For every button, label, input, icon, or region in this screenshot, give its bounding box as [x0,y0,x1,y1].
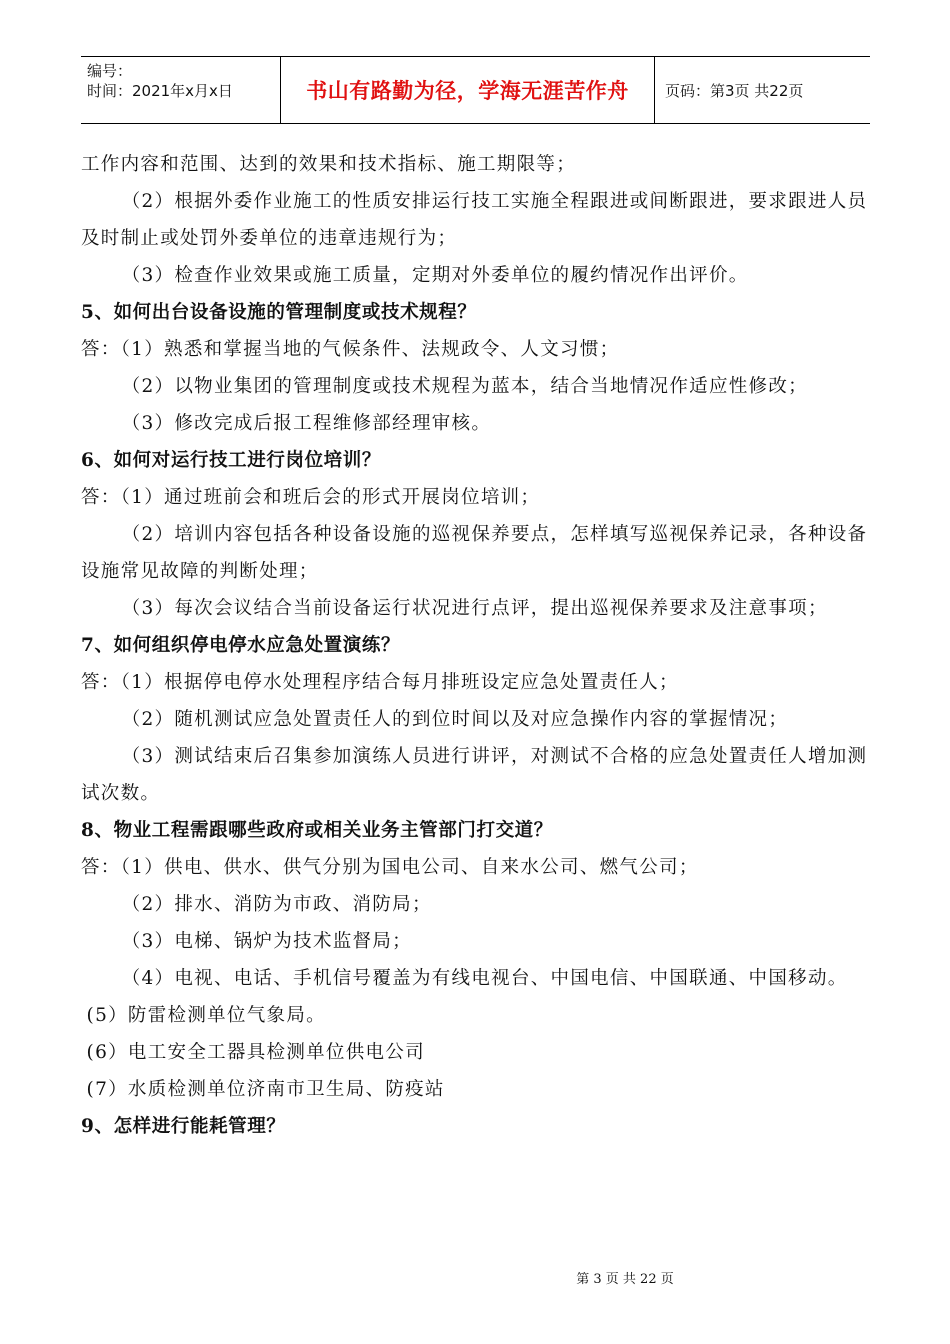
paragraph: （3）电梯、锅炉为技术监督局； [121,931,412,952]
page-footer: 第 3 页 共 22 页 [576,1272,674,1287]
paragraph: （2）排水、消防为市政、消防局； [121,894,432,915]
paragraph: （2）随机测试应急处置责任人的到位时间以及对应急操作内容的掌握情况； [121,709,789,730]
answer-paragraph: 答：（1）通过班前会和班后会的形式开展岗位培训； [81,487,541,508]
question-heading: 6、如何对运行技工进行岗位培训？ [81,450,381,471]
answer-paragraph: 答：（1）熟悉和掌握当地的气候条件、法规政令、人文习惯； [81,339,620,360]
paragraph: 工作内容和范围、达到的效果和技术指标、施工期限等； [81,154,577,175]
document-body [81,146,870,1145]
paragraph: （3）每次会议结合当前设备运行状况进行点评，提出巡视保养要求及注意事项； [121,598,828,619]
paragraph: （3）检查作业效果或施工质量，定期对外委单位的履约情况作出评价。 [121,265,749,286]
question-heading: 9、怎样进行能耗管理？ [81,1116,286,1137]
paragraph: （2）根据外委作业施工的性质安排运行技工实施全程跟进或间断跟进，要求跟进人员及时制止或处罚外委单位的违章违规行为； [81,191,868,249]
paragraph: （3）测试结束后召集参加演练人员进行讲评，对测试不合格的应急处置责任人增加测试次数。 [81,746,868,804]
paragraph: (7）水质检测单位济南市卫生局、防疫站 [86,1079,445,1100]
header-motto: 书山有路勤为径，学海无涯苦作舟 [281,57,655,123]
paragraph: (5）防雷检测单位气象局。 [86,1005,326,1026]
paragraph: (6）电工安全工器具检测单位供电公司 [86,1042,425,1063]
header-meta [81,57,281,123]
paragraph: （4）电视、电话、手机信号覆盖为有线电视台、中国电信、中国联通、中国移动。 [121,968,848,989]
doc-time: 时间：2021年x月x日 [87,82,233,100]
answer-paragraph: 答：（1）供电、供水、供气分别为国电公司、自来水公司、燃气公司； [81,857,699,878]
answer-paragraph: 答：（1）根据停电停水处理程序结合每月排班设定应急处置责任人； [81,672,679,693]
question-heading: 5、如何出台设备设施的管理制度或技术规程？ [81,302,477,323]
page-header [81,56,870,124]
paragraph: （3）修改完成后报工程维修部经理审核。 [121,413,492,434]
question-heading: 7、如何组织停电停水应急处置演练？ [81,635,401,656]
paragraph: （2）培训内容包括各种设备设施的巡视保养要点，怎样填写巡视保养记录，各种设备设施常见故障的判断处理； [81,524,868,582]
doc-number: 编号： [87,62,133,80]
question-heading: 8、物业工程需跟哪些政府或相关业务主管部门打交道？ [81,820,553,841]
header-page-info: 页码：第3页 共22页 [665,81,804,100]
paragraph: （2）以物业集团的管理制度或技术规程为蓝本，结合当地情况作适应性修改； [121,376,808,397]
